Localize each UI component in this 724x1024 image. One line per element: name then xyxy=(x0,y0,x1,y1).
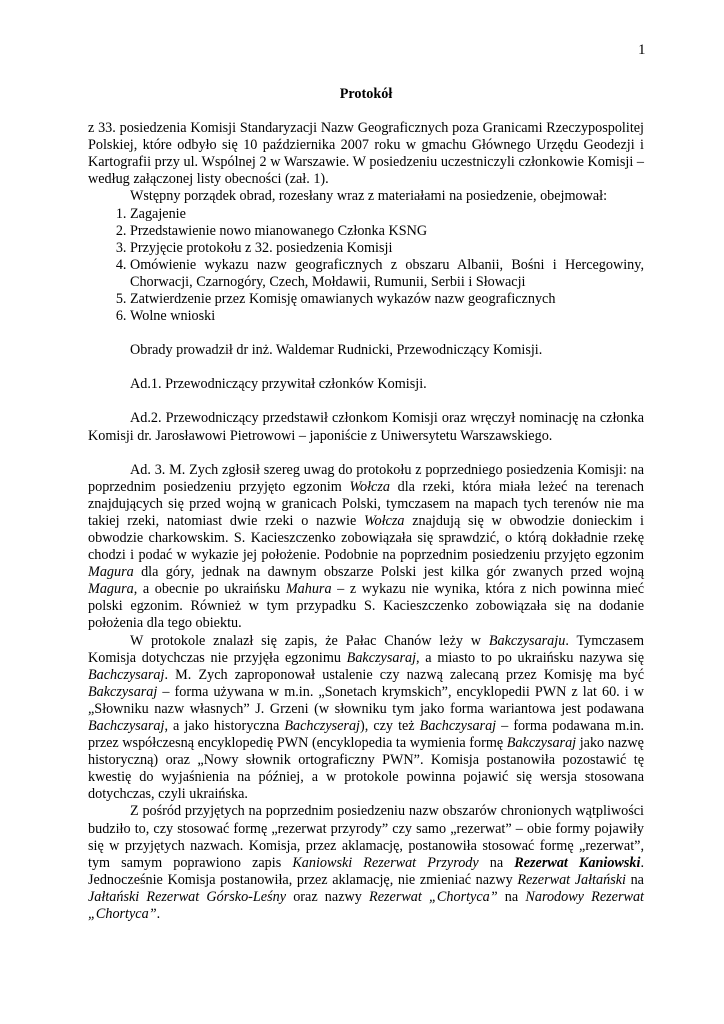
ad2-paragraph: Ad.2. Przewodniczący przedstawił członkom Komisji oraz wręczył nominację na członka Komisji dr. Jarosławowi Pietrowowi – japoniście z Uniwersytetu Warszawskiego. xyxy=(88,410,644,444)
intro-paragraph: z 33. posiedzenia Komisji Standaryzacji Nazw Geograficznych poza Granicami Rzeczypospolitej Polskiej, które odbyło się 10 października 2007 roku w gmachu Głównego Urzędu Geodezji i Kartografii przy ul. Wspólnej 2 w Warszawie. W posiedzeniu uczestniczyli członkowie Komisji – według załączonej listy obecności (zał. 1). xyxy=(88,120,644,188)
agenda-item: 3. Przyjęcie protokołu z 32. posiedzenia Komisji xyxy=(130,240,644,257)
reserves-paragraph: Z pośród przyjętych na poprzednim posiedzeniu nazw obszarów chronionych wątpliwości budziło to, czy stosować formę „rezerwat przyrody” czy samo „rezerwat” – obie formy pojawiły się w przyjętych nazwach. Komisja, przez aklamację, postanowiła stosować formę „rezerwat”, tym samym poprawiono zapis Kaniowski Rezerwat Przyrody na Rezerwat Kaniowski. Jednocześnie Komisja postanowiła, przez aklamację, nie zmieniać nazwy Rezerwat Jałtański na Jałtański Rezerwat Górsko-Leśny oraz nazwy Rezerwat „Chortyca” na Narodowy Rezerwat „Chortyca”. xyxy=(88,803,644,923)
ad1-paragraph: Ad.1. Przewodniczący przywitał członków Komisji. xyxy=(130,376,427,393)
palace-paragraph: W protokole znalazł się zapis, że Pałac Chanów leży w Bakczysaraju. Tymczasem Komisja dotychczas nie przyjęła egzonimu Bakczysaraj, a miasto to po ukraińsku nazywa się Bachczysaraj. M. Zych zaproponował ustalenie czy nazwą zalecaną przez Komisję ma być Bakczysaraj – forma używana w m.in. „Sonetach krymskich”, encyklopedii PWN z lat 60. i w „Słowniku nazw własnych” J. Grzeni (w słowniku tym jako forma wariantowa jest podawana Bachczysaraj, a jako historyczna Bachczyseraj), czy też Bachczysaraj – forma podawana m.in. przez współczesną encyklopedię PWN (encyklopedia ta wymienia formę Bakczysaraj jako nazwę historyczną) oraz „Nowy słownik ortograficzny PWN”. Komisja postanowiła pozostawić tę kwestię do wyjaśnienia na później, a w protokole powinna pojawić się wersja stosowana dotychczas, czyli ukraińska. xyxy=(88,632,644,803)
agenda-item: 5. Zatwierdzenie przez Komisję omawianych wykazów nazw geograficznych xyxy=(130,291,644,308)
ad3-paragraph: Ad. 3. M. Zych zgłosił szereg uwag do protokołu z poprzedniego posiedzenia Komisji: na poprzednim posiedzeniu przyjęto egzonim Wołcza dla rzeki, która miała leżeć na terenach znajdujących się przed wojną w granicach Polski, tymczasem na mapach tych terenów nie ma takiej rzeki, natomiast dwie rzeki o nazwie Wołcza znajdują się w obwodzie donieckim i obwodzie charkowskim. S. Kacieszczenko zobowiązała się sprawdzić, o którą dokładnie rzekę chodzi i podać w wykazie jej położenie. Podobnie na poprzednim posiedzeniu przyjęto egzonim Magura dla góry, jednak na dawnym obszarze Polski jest kilka gór zwanych przed wojną Magura, a obecnie po ukraińsku Mahura – z wykazu nie wynika, która z nich powinna mieć polski egzonim. Również w tym przypadku S. Kacieszczenko zobowiązała się na dodanie położenia dla tego obiektu. xyxy=(88,461,644,632)
agenda-item: 2. Przedstawienie nowo mianowanego Członka KSNG xyxy=(130,223,644,240)
document-body xyxy=(88,86,644,923)
page-number: 1 xyxy=(638,42,646,58)
document-title: Protokół xyxy=(339,86,393,102)
chair-paragraph: Obrady prowadził dr inż. Waldemar Rudnicki, Przewodniczący Komisji. xyxy=(130,342,543,359)
agenda-intro: Wstępny porządek obrad, rozesłany wraz z materiałami na posiedzenie, obejmował: xyxy=(130,188,608,205)
agenda-item: 6. Wolne wnioski xyxy=(130,308,644,325)
agenda-item: 4. Omówienie wykazu nazw geograficznych z obszaru Albanii, Bośni i Hercegowiny, Chorwacji, Czarnogóry, Czech, Mołdawii, Rumunii, Serbii i Słowacji xyxy=(130,257,644,291)
agenda-list xyxy=(88,206,644,326)
agenda-item: 1. Zagajenie xyxy=(130,206,644,223)
